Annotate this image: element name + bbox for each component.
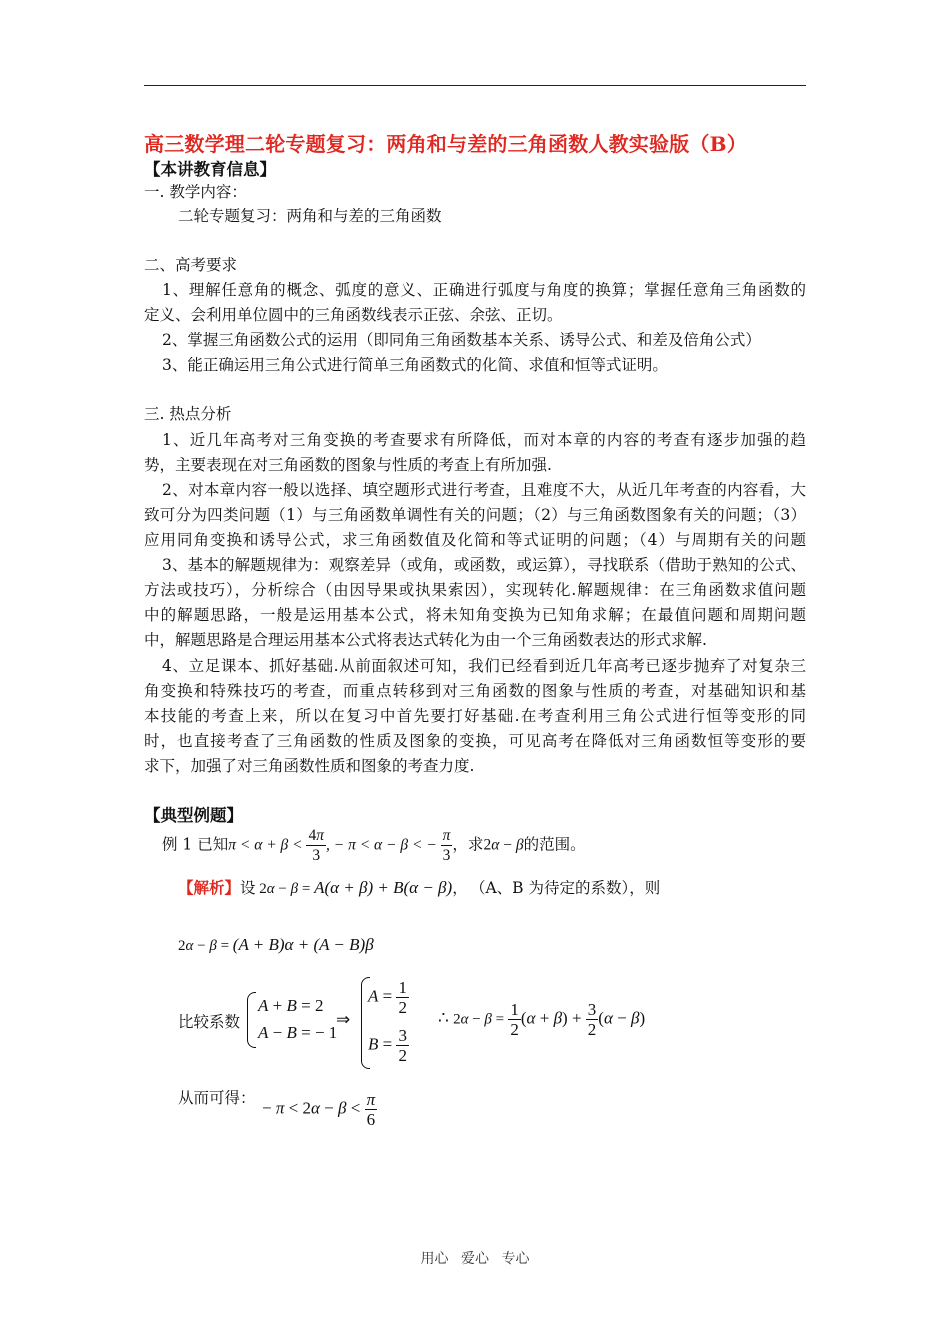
analysis-set: 设: [240, 879, 256, 897]
example1-statement: 例 1 已知π < α + β < $\frac{4\pi}{3}$ , − π < α − β < − $\frac{\pi}{3}$ ，求2α − β的范围。: [162, 827, 586, 864]
info-header: 【本讲教育信息】: [144, 160, 276, 179]
frac-pi-over-3: $\frac{\pi}{3}$: [442, 827, 451, 864]
solution-a: A = $\frac{1}{2}$: [368, 978, 407, 1017]
page-footer: 用心 爱心 专心: [420, 1251, 530, 1267]
section3-line: 致可分为四类问题（1）与三角函数单调性有关的问题；（2）与三角函数图象有关的问题；（3）: [144, 506, 806, 524]
compare-label: 比较系数: [178, 1013, 241, 1031]
system-brace-left: [247, 992, 256, 1048]
analysis-label: 【解析】: [178, 878, 241, 897]
example1-prefix: 例 1 已知: [162, 835, 229, 854]
section1-heading: 一. 教学内容：: [144, 183, 247, 201]
section3-line: 求下，加强了对三角函数性质和图象的考查力度.: [144, 757, 475, 775]
therefore-label: 从而可得：: [178, 1089, 256, 1107]
expansion-line: 2α − β = (A + B)α + (A − B)β: [178, 935, 374, 954]
section3-line: 势，主要表现在对三角函数的图象与性质的考查上有所加强.: [144, 456, 552, 474]
system-eq1: A + B = 2: [258, 996, 324, 1015]
section3-line: 应用同角变换和诱导公式，求三角函数值及化简和等式证明的问题；（4）与周期有关的问题: [144, 531, 806, 549]
page-title: 高三数学理二轮专题复习：两角和与差的三角函数人教实验版（B）: [144, 132, 747, 156]
analysis-line: 【解析】设 2α − β = A(α + β) + B(α − β)， （A、B 为待定的系数），则: [178, 878, 661, 897]
section3-line: 时，也直接考查了三角函数的性质及图象的变换，可见高考在降低对三角函数恒等变形的要: [144, 732, 806, 750]
header-rule: [144, 85, 806, 86]
example1-tail: 的范围。: [523, 835, 586, 854]
frac-4pi-over-3: $\frac{4\pi}{3}$: [308, 827, 324, 864]
section3-line: 2、对本章内容一般以选择、填空题形式进行考查，且难度不大，从近几年考查的内容看，大: [162, 481, 806, 499]
solution-b: B = $\frac{3}{2}$: [368, 1026, 407, 1065]
section2-line: 2、掌握三角函数公式的运用（即同角三角函数基本关系、诱导公式、和差及倍角公式）: [162, 331, 761, 349]
result-range: − π < 2α − β < $\frac{\pi}{6}$: [262, 1090, 376, 1129]
examples-heading: 【典型例题】: [144, 806, 243, 825]
section3-line: 3、基本的解题规律为：观察差异（或角，或函数，或运算），寻找联系（借助于熟知的公式、: [162, 556, 806, 574]
analysis-note: （A、B 为待定的系数），则: [477, 879, 661, 897]
therefore-expression: ∴ 2α − β = $\frac{1}{2}$ (α + β) + $\frac{3}{2}$ (α − β): [438, 1000, 646, 1039]
section3-line: 角变换和特殊技巧的考查，而重点转移到对三角函数的图象与性质的考查，对基础知识和基: [144, 682, 806, 700]
section2-line: 定义、会利用单位圆中的三角函数线表示正弦、余弦、正切。: [144, 306, 563, 324]
section1-content: 二轮专题复习：两角和与差的三角函数: [178, 207, 442, 225]
section3-line: 中的解题思路，一般是运用基本公式，将未知角变换为已知角求解；在最值问题和周期问题: [144, 606, 806, 624]
system-eq2: A − B = − 1: [258, 1023, 338, 1042]
implies-symbol: ⇒: [336, 1010, 351, 1029]
section2-heading: 二、高考要求: [144, 256, 238, 274]
section2-line: 3、能正确运用三角公式进行简单三角函数式的化简、求值和恒等式证明。: [162, 356, 668, 374]
example1-suffix: ，求: [452, 835, 484, 854]
section3-heading: 三. 热点分析: [144, 405, 232, 423]
section3-line: 4、立足课本、抓好基础.从前面叙述可知，我们已经看到近几年高考已逐步抛弃了对复杂三: [162, 657, 806, 675]
section3-line: 本技能的考查上来，所以在复习中首先要打好基础.在考查利用三角公式进行恒等变形的同: [144, 707, 806, 725]
example1-condition: π < α + β <: [228, 836, 307, 854]
section3-line: 1、近几年高考对三角变换的考查要求有所降低，而对本章的内容的考查有逐步加强的趋: [162, 431, 806, 449]
section2-line: 1、理解任意角的概念、弧度的意义、正确进行弧度与角度的换算；掌握任意角三角函数的: [162, 281, 806, 299]
section3-line: 中，解题思路是合理运用基本公式将表达式转化为由一个三角函数表达的形式求解.: [144, 631, 707, 649]
section3-line: 方法或技巧），分析综合（由因导果或执果索因），实现转化.解题规律：在三角函数求值问题: [144, 581, 806, 599]
